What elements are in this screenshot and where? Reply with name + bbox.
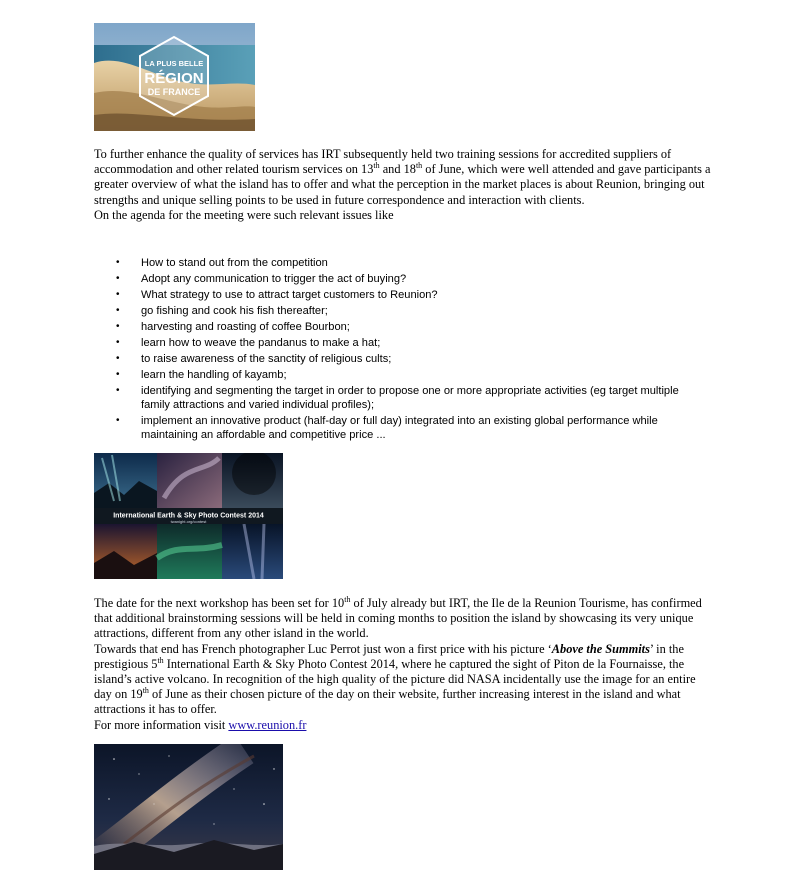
list-item: • implement an innovative product (half-day or full day) integrated into an existing global performance while maintaining an affordable and competitive price ... bbox=[116, 415, 658, 441]
agenda-intro: On the agenda for the meeting were such relevant issues like bbox=[94, 207, 394, 222]
milky-way-summit-image bbox=[94, 744, 283, 870]
logo-line-2: RÉGION bbox=[144, 70, 204, 87]
workshop-paragraph: The date for the next workshop has been set for 10th of July already but IRT, the Ile de la Reunion Tourisme, has confirmed that additional brainstorming sessions will be held in coming months to position the island by showcasing its very unique attractions, different from any other island in the world. Towards that end has French photographer Luc Perrot just won a first price with his picture ‘Above the Summits’ in the prestigious 5th International Earth & Sky Photo Contest 2014, where he captured the sight of Piton de la Fournaisse, the island’s active volcano. In recognition of the high quality of the picture did NASA incidentally use the image for an entire day on 19th of June as their chosen picture of the day on their website, further increasing interest in the island and what attractions it has to offer. For more information visit www.reunion.fr bbox=[94, 594, 702, 732]
list-item: • What strategy to use to attract target customers to Reunion? bbox=[116, 289, 438, 301]
reunion-website-link[interactable]: www.reunion.fr bbox=[228, 717, 307, 732]
list-item: • learn the handling of kayamb; bbox=[116, 369, 287, 381]
list-item: • Adopt any communication to trigger the act of buying? bbox=[116, 273, 407, 285]
list-item: • learn how to weave the pandanus to make a hat; bbox=[116, 337, 381, 349]
list-item: • harvesting and roasting of coffee Bourbon; bbox=[116, 321, 350, 333]
logo-line-3: DE FRANCE bbox=[147, 87, 201, 97]
photo-contest-collage-image bbox=[94, 453, 283, 579]
collage-banner-sub: twanight.org/contest bbox=[170, 519, 207, 524]
picture-title: Above the Summits bbox=[551, 641, 650, 656]
list-item: • go fishing and cook his fish thereafter; bbox=[116, 305, 328, 317]
training-sessions-paragraph: To further enhance the quality of services has IRT subsequently held two training sessions for accredited suppliers of accommodation and other related tourism services on 13th and 18th of June, which were well attended and gave participants a greater overview of what the island has to offer and what the perception in the market places is about Reunion, bringing out strengths and unique selling points to be used in future correspondence and interaction with clients. On the agenda for the meeting were such relevant issues like bbox=[94, 147, 711, 222]
list-item: • to raise awareness of the sanctity of religious cults; bbox=[116, 353, 392, 365]
logo-line-1: LA PLUS BELLE bbox=[144, 59, 204, 68]
dune-landscape-image bbox=[94, 23, 255, 131]
list-item: • identifying and segmenting the target in order to propose one or more appropriate activities (eg target multiple family attractions and varied individual profiles); bbox=[116, 385, 679, 411]
collage-banner-title: International Earth & Sky Photo Contest 2014 bbox=[113, 512, 264, 520]
agenda-list bbox=[116, 256, 706, 444]
more-info-prefix: For more information visit bbox=[94, 717, 229, 732]
list-item: • How to stand out from the competition bbox=[116, 257, 328, 269]
